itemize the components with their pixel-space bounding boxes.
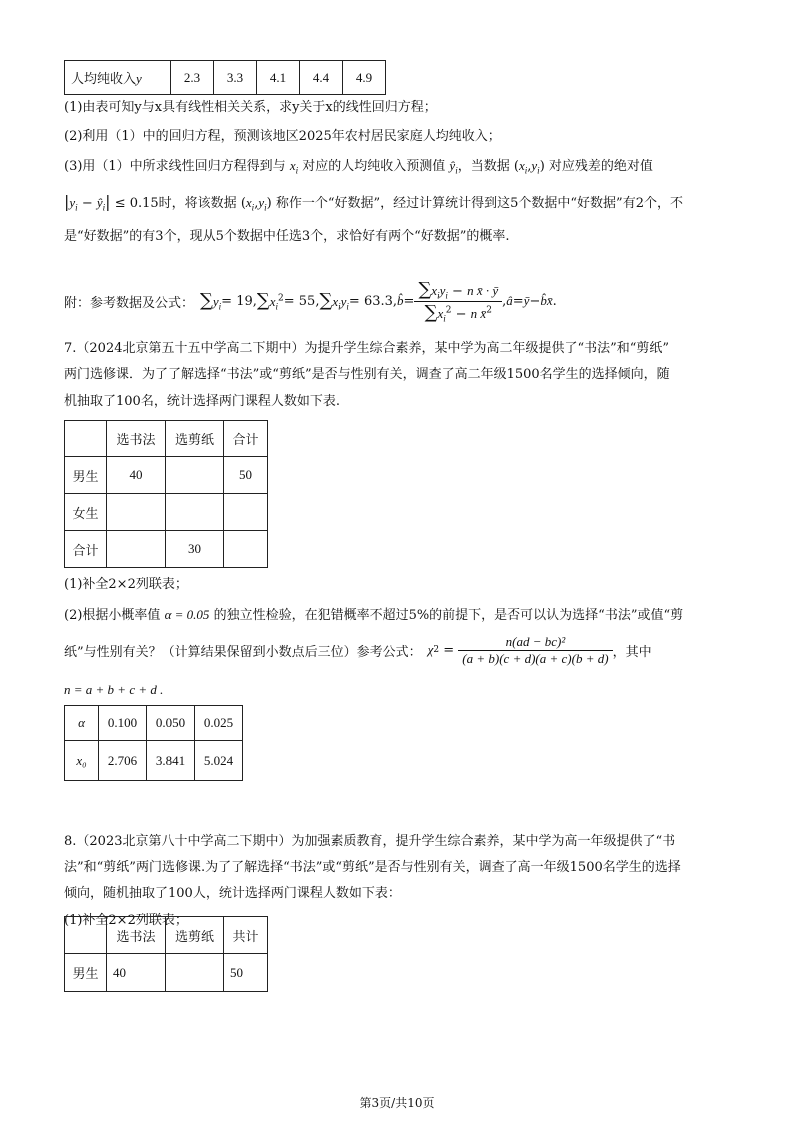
q7-line2: 两门选修课．为了了解选择“书法”或“剪纸”是否与性别有关，调查了高二年级1500名学生的选择倾向，随 — [64, 367, 670, 382]
page-footer: 第3页/共10页 — [359, 1096, 435, 1110]
alpha-3: 0.025 — [195, 706, 243, 741]
q8-header-3: 共计 — [224, 917, 268, 954]
income-var: y — [136, 71, 142, 86]
income-table — [64, 60, 386, 95]
q6-part3-b: 对应的人均纯收入预测值 — [302, 159, 446, 174]
q6-part1: (1)由表可知y与x具有线性相关关系，求y关于x的线性回归方程； — [64, 100, 437, 115]
q6-part3-e: ≤ 0.15时，将该数据 — [114, 196, 237, 211]
q8-header-2: 选剪纸 — [166, 917, 224, 954]
q7-p2-c: 的独立性检验，在犯错概率不超过5%的前提下，是否可以认为选择“书法”或值“剪 — [213, 608, 684, 623]
q7-part1: (1)补全2×2列联表； — [64, 577, 188, 592]
q8-row1-c3: 50 — [224, 954, 268, 992]
q7-part2-line2: 纸”与性别有关？（计算结果保留到小数点后三位）参考公式： χ 2 = $\frac{\text{n(ad − bc)²}}{(a + b)(c + d)(a + c)(b + d)}$ ，其中 — [64, 633, 652, 666]
slope-formula: $\frac{\sum x_iy_i - n x̄ \cdot ȳ}{\sum x_i^2 - n x̄^2}$ — [414, 279, 502, 323]
q6-part3-a: (3)用（1）中所求线性回归方程得到与 — [64, 159, 286, 174]
x0-header: x₀ — [76, 752, 87, 768]
q8-header-1: 选书法 — [107, 917, 166, 954]
income-label-cell — [65, 61, 171, 95]
q7-p2-line2: 纸”与性别有关？（计算结果保留到小数点后三位）参考公式： — [64, 644, 422, 660]
q8-title: 8.（2023北京第八十中学高二下期中）为加强素质教育，提升学生综合素养，某中学为高一年级提供了“书 — [64, 834, 676, 849]
q8-row1-label: 男生 — [65, 954, 107, 992]
q7-n-def: n = a + b + c + d . — [64, 682, 164, 697]
alpha-header: α — [78, 715, 85, 730]
q7-row1-c2 — [166, 457, 224, 494]
q7-row3-label: 合计 — [65, 531, 107, 568]
q7-row2-c2 — [166, 494, 224, 531]
q7-row1-label: 男生 — [65, 457, 107, 494]
q7-line3: 机抽取了100名，统计选择两门课程人数如下表. — [64, 394, 340, 409]
q6-part2: (2)利用（1）中的回归方程，预测该地区2025年农村居民家庭人均纯收入； — [64, 129, 501, 144]
q6-part3-c: ，当数据 — [457, 159, 510, 174]
q6-part3-line2: $|y_i$ − $ŷ_i| \le 0.15$时，将该数据 $(x_i,y_i)$ 称作一个“好数据”，经过计算统计得到这5个数据中“好数据”有2个，不 — [64, 192, 683, 213]
q7-part2-line1 — [64, 605, 744, 626]
q7-row2-c1 — [107, 494, 166, 531]
income-label: 人均纯收入 — [71, 72, 137, 87]
alpha-2: 0.050 — [147, 706, 195, 741]
q7-p2-a: (2)根据小概率值 — [64, 608, 161, 623]
q7-n-definition — [64, 680, 744, 701]
q7-row2-label: 女生 — [65, 494, 107, 531]
chi-square-numerator: n(ad − bc)² — [458, 634, 612, 651]
chi-square-formula — [458, 634, 612, 667]
x0-2: 3.841 — [147, 741, 195, 781]
alpha-1: 0.100 — [99, 706, 147, 741]
q6-ref-v3: = 63.3, — [348, 293, 398, 309]
q8-row1-c1: 40 — [107, 954, 166, 992]
q6-part3-g: 是“好数据”的有3个，现从5个数据中任选3个，求恰好有两个“好数据”的概率. — [64, 229, 510, 244]
q7-row2-c3 — [224, 494, 268, 531]
q7-alpha-table — [64, 705, 243, 781]
q8-row1-c2 — [166, 954, 224, 992]
q7-row3-c3 — [224, 531, 268, 568]
q7-row3-c1 — [107, 531, 166, 568]
chi-square-denominator: (a + b)(c + d)(a + c)(b + d) — [462, 650, 609, 666]
income-value-4: 4.4 — [300, 61, 343, 95]
q7-header-2: 选剪纸 — [166, 421, 224, 457]
q7-row1-c1: 40 — [107, 457, 166, 494]
income-value-3: 4.1 — [257, 61, 300, 95]
q7-header-0 — [65, 421, 107, 457]
q8-line2: 法”和“剪纸”两门选修课.为了了解选择“书法”或“剪纸”是否与性别有关，调查了高一年级1500名学生的选择 — [64, 860, 681, 875]
q8-part1: (1)补全2×2列联表； — [64, 913, 188, 928]
q6-part3-d: 对应残差的绝对值 — [548, 159, 653, 174]
q8-header-0 — [65, 917, 107, 954]
q7-row3-c2: 30 — [166, 531, 224, 568]
q8-contingency-table — [64, 916, 268, 992]
x0-1: 2.706 — [99, 741, 147, 781]
q6-reference-formulas: 附：参考数据及公式： $\sum y_i$ = 19, $\sum x_i^2$ = 55, $\sum x_iy_i$ = 63.3, b̂ = $\frac{\sum x_iy_i - n x̄ \cdot ȳ}{\sum x_i^2 - n x̄^2}$ , â = ȳ − b̂x̄ . — [64, 278, 557, 324]
q7-header-3: 合计 — [224, 421, 268, 457]
income-value-2: 3.3 — [214, 61, 257, 95]
q7-p2-tail: ，其中 — [612, 644, 652, 660]
q6-ref-v1: = 19, — [221, 293, 257, 309]
q8-line3: 倾向，随机抽取了100人，统计选择两门课程人数如下表： — [64, 886, 401, 901]
income-value-1: 2.3 — [171, 61, 214, 95]
x0-3: 5.024 — [195, 741, 243, 781]
q6-part3-f: 称作一个“好数据”，经过计算统计得到这5个数据中“好数据”有2个，不 — [275, 196, 683, 211]
q7-contingency-table — [64, 420, 268, 568]
q6-ref-v2: = 55, — [283, 293, 320, 309]
income-value-5: 4.9 — [343, 61, 386, 95]
q6-ref-label: 附：参考数据及公式： — [64, 295, 195, 311]
q7-alpha-value: α = 0.05 — [164, 607, 210, 622]
q7-header-1: 选书法 — [107, 421, 166, 457]
q7-row1-c3: 50 — [224, 457, 268, 494]
q6-part3-line1: (3)用（1）中所求线性回归方程得到与 $x_i$ 对应的人均纯收入预测值 $ŷ_i$，当数据 $(x_i,y_i)$ 对应残差的绝对值 — [64, 158, 653, 176]
q7-title: 7.（2024北京第五十五中学高二下期中）为提升学生综合素养，某中学为高二年级提供了“书法”和“剪纸” — [64, 341, 670, 356]
